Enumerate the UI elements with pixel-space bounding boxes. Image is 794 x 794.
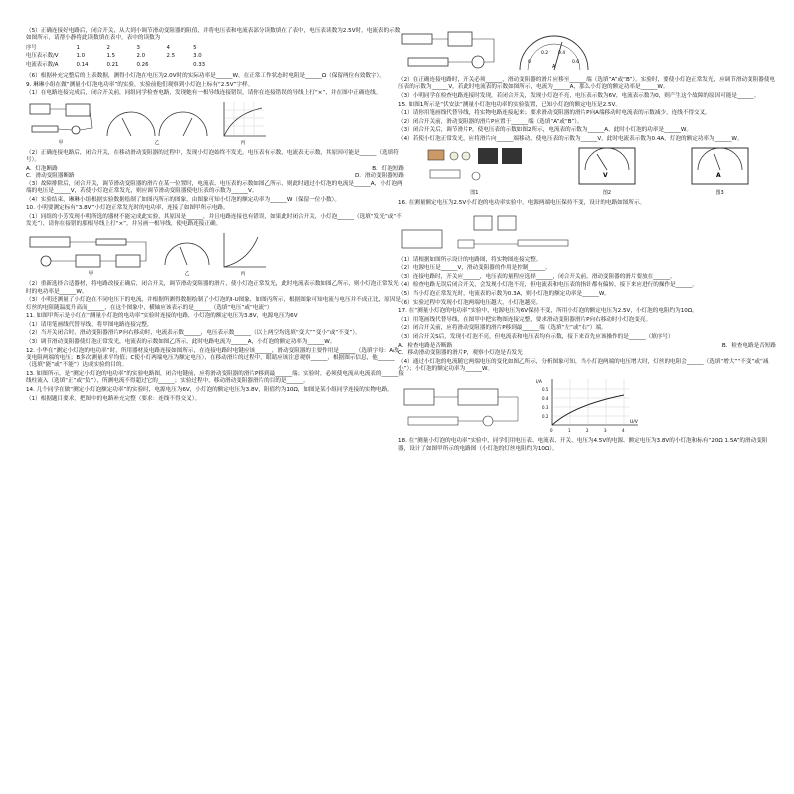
q12-stem: 12. 小华在“测定小灯泡的电功率”时，所用器材及电路连接如图所示，在连接电路时电键应该______，滑动变阻器的主要作用是______（选填字母：A改变电阻两端的电压；B多次测量求平均值；C使小灯两端电压为额定电压），在移动滑片的过程中，眼睛应该注意观察______，根据图示信息，他______（选填“能”或“不能”）达成实验的目的。	[26, 347, 399, 369]
table-cell: 序号	[26, 44, 37, 51]
apparatus-icon	[424, 146, 524, 186]
meter-letter: V	[602, 172, 608, 180]
q11-part2: （2）当开关闭合时，滑动变阻器滑片P向右移动时，电流表示数______，电压表示数______（以上两空均选填“变大”“变小”或“不变”）。	[26, 330, 361, 337]
meter-dial-icon	[102, 106, 212, 140]
q15-part2: （2）闭合开关前，滑动变阻器的滑片P应置于______端（选填“A”或“B”）。	[398, 118, 583, 125]
graph-tick: 2	[586, 428, 589, 434]
figure-caption: 图3	[715, 189, 724, 196]
dial-label: 0.2	[541, 51, 549, 56]
q17-figures	[398, 375, 776, 435]
q8-part5: （5）正确连接好电路后，闭合开关，从大到小调节滑动变阻器的阻值，并将电压表和电流表部分读数填在了表中，电压表读数为2.5V时，电流表的示数如图所示，请帮小静将此读数填在表中，表中的读数为	[26, 28, 401, 42]
meter-letter: A	[715, 172, 721, 180]
dial-label: 0.6	[572, 60, 580, 65]
figure-caption: 图1	[470, 189, 479, 196]
q9-figures	[26, 100, 404, 147]
q17-part1: （1）用笔画线代替导线，在图甲中把实物图连接完整，要求滑动变阻器滑片P向右移动时小灯泡变亮。	[398, 316, 652, 323]
table-cell: 0.14	[76, 61, 89, 68]
figure-caption: 甲	[88, 270, 94, 277]
graph-tick: 0.5	[542, 387, 549, 393]
q16-part4: （4）检查电路无误后闭合开关，会发现小灯泡不亮，但电流表和电压表的指针都有偏转，接下来应进行的操作是______。	[398, 282, 699, 289]
q9-options	[26, 173, 404, 180]
q15-figure-2	[577, 146, 637, 197]
ammeter-icon	[690, 146, 750, 186]
q10-part2: （2）重新选择合适器材，将电路改接正确后，闭合开关，调节滑动变阻器的滑片，使小灯泡正常发光，此时电流表示数如图乙所示，则小灯泡正常发光时的电功率是______W。	[26, 281, 399, 295]
option-d: D．滑动变阻器短路	[354, 173, 404, 180]
ammeter-dial-icon	[162, 237, 212, 271]
circuit-diagram-icon	[26, 231, 156, 271]
iu-graph-icon	[218, 231, 268, 271]
q10-part1: （1）同组的小芳发现小明所选的器材不能完成此实验，其原因是______，并且电路连接也有错误，如果此时闭合开关，小灯泡______（选填“发光”或“不发光”），请你在接错的那根导线上打“×”，并另画一根导线，使电路连接正确。	[26, 214, 402, 228]
q15-figure-3	[690, 146, 750, 197]
iu-graph-icon	[218, 100, 268, 140]
table-cell: 4	[166, 44, 170, 51]
table-cell: 3.0	[193, 53, 202, 60]
q13-stem: 13. 如图所示，是“测定小灯泡的电功率”的实验电路图，闭合电键前，应将滑动变阻器的滑片P移到最______端；实验时，必须使电流从电流表的______接线柱流入（选填“正”或“负”），所测电流不得超过它的______；实验过程中，移动滑动变阻器滑片的目的是______。	[26, 371, 404, 385]
q14-part1: （1）根据题目要求，把图中的电路补充完整（要求：连线不得交叉）。	[26, 395, 201, 402]
q16-part6: （6）实验过程中发现小灯泡两端电压越大，小灯泡越亮。	[398, 299, 542, 306]
q10-figures	[26, 231, 404, 278]
q16-figures	[398, 210, 776, 254]
q15-part1: （1）请你用笔画线代替导线，将实物电路连接起来；要求滑动变阻器的滑片P向A端移动时电流表的示数减少，连线不得交叉。	[398, 110, 711, 117]
table-cell: 1	[76, 44, 80, 51]
circuit-diagram-icon	[26, 100, 96, 140]
q10-part3: （3）小明还测量了小灯泡在不同电压下的电流，并根据所测得数据绘制了小灯泡的I-U图象，如图丙所示，根据图象可知电流与电压并不成正比，原因是灯丝的电阻随温度升高而______，在这个图象中，横轴应该表示的是______（选填“电压”或“电流”）	[26, 297, 401, 311]
q9-circuit-figure	[26, 100, 96, 147]
q17-part3: （3）闭合开关S后，发现小灯泡不亮，但电流表和电压表均有示数，接下来首先应该操作的是______（填序号）	[398, 333, 674, 340]
q16-part5: （5）当小灯泡正常发光时，电流表的示数为0.3A，则小灯泡的额定功率是______W。	[398, 290, 611, 297]
graph-y-label: I/A	[536, 380, 542, 386]
graph-tick: 1	[568, 428, 571, 434]
option-a: A．检查电路是否断路	[398, 342, 453, 349]
table-cell: 电压表示数/V	[26, 53, 59, 60]
figure-caption: 丙	[240, 139, 246, 146]
q16-stem: 16. 在测量额定电压为2.5V小灯泡的电功率实验中，电源两端电压保持不变，设计的电路如图所示。	[398, 200, 646, 207]
table-row	[26, 53, 223, 61]
graph-tick: 0	[550, 428, 553, 434]
q17-part4: （4）通过小灯泡的电流随它两端电压的变化如图乙所示，分析图象可知，当小灯泡两端的电压增大时，灯丝的电阻会______（选填“增大”“不变”或“减小”）；小灯泡的额定功率为______W。	[398, 358, 769, 372]
graph-tick: 3	[604, 428, 607, 434]
q15-part3: （3）闭合开关后，调节滑片P，使电压表的示数如图2所示，电流表的示数为______A，此时小灯泡的功率是______W。	[398, 127, 692, 134]
figure-caption: 乙	[154, 139, 160, 146]
q11-part1: （1）请用笔画线代替导线，将甲图电路连接完整。	[26, 321, 153, 328]
graph-tick: 0.4	[542, 396, 549, 402]
table-cell: 0.21	[106, 61, 119, 68]
table-cell: 1.5	[106, 53, 116, 60]
dial-label: 0	[528, 60, 531, 65]
q17-options	[398, 343, 776, 350]
option-b: B．检查电路是否短路	[721, 342, 776, 349]
q10-stem: 10. 小明要测定标有“3.8V”小灯泡正常发光时的电功率，连接了如图甲所示电路。	[26, 205, 229, 212]
left-column	[26, 28, 404, 404]
q9-part1: （1）在电路连接完成后，闭合开关前，同组同学检查电路，发现她有一根导线连接错误，请你在连接错误的导线上打“×”，并在图中正确连线。	[26, 90, 382, 97]
q16-part1: （1）请根据如图所示设计的电路图，将实物图连接完整。	[398, 256, 542, 263]
right-column	[398, 28, 776, 454]
q15-part4: （4）若使小灯泡正常发光，应将滑片向______端移动，使电压表的示数为______V，此时电流表示数为0.4A，灯泡的额定功率为______W。	[398, 135, 743, 142]
q9-meters-figure	[102, 106, 212, 147]
q14-stem: 14. 几个同学在做“测定小灯泡额定功率”的实验时，电源电压为6V，小灯泡的额定电压为3.8V，阻值约为10Ω，如图是某小组同学连接的实物电路。	[26, 387, 393, 394]
q14-part3: （3）小明同学在检查电路连接时发现，若闭合开关，发现小灯泡不亮，电压表示数为6V，电流表示数为0，则产生这个故障的原因可能是______。	[398, 93, 760, 99]
graph-tick: 0.3	[542, 405, 549, 411]
figure-caption: 丙	[240, 270, 246, 277]
graph-tick: 0.2	[542, 414, 549, 420]
q9-graph-figure	[218, 100, 268, 147]
circuit-diagram-icon	[398, 385, 528, 435]
q15-figure-1	[424, 146, 524, 197]
q17-part2: （2）闭合开关前，应将滑动变阻器的滑片P移到最______端（选填“左”或“右”）端。	[398, 325, 607, 332]
table-cell: 1.0	[76, 53, 86, 60]
q11-stem: 11. 如图甲所示是小红在“测量小灯泡的电功率”实验时连接的电路，小灯泡的额定电压为3.8V，电源电压为6V	[26, 313, 298, 320]
ammeter-dial-icon	[514, 30, 594, 74]
q17-stem: 17. 在“测量小灯泡的电功率”实验中，电源电压为6V保持不变，所用小灯泡的额定电压为2.5V，小灯泡的电阻约为10Ω。	[398, 308, 698, 315]
figure-caption: 甲	[58, 139, 64, 146]
q18-stem: 18. 在“测量小灯泡的电功率”实验中，同学们用电压表、电流表、开关、电压为4.5V的电源、额定电压为3.8V的小灯泡和标有“20Ω 1.5A”的滑动变阻器，设计了如图甲所示的电路图（小灯泡的灯丝电阻约为10Ω）。	[398, 438, 768, 452]
figure-caption: 图2	[602, 189, 612, 196]
table-cell: 0.26	[136, 61, 149, 68]
q15-stem: 15. 如图1所示是“伏安法”测量小灯泡电功率的实验装置，已知小灯泡的额定电压是2.5V。	[398, 101, 621, 108]
table-cell	[167, 62, 194, 70]
q9-part4: （4）实验结束，琳琳小组根据实验数据绘制了如图丙所示的图象，由图象可知小灯泡的额定功率为______W（保留一位小数）。	[26, 196, 340, 203]
q16-part3: （3）连接电路时，开关应______，电压表的量程应选择______，闭合开关前，滑动变阻器的滑片要放在______。	[398, 273, 676, 280]
q9-options	[26, 166, 404, 173]
table-cell: 2	[106, 44, 110, 51]
table-cell: 电流表示数/A	[26, 61, 59, 68]
table-row	[26, 45, 223, 53]
q9-part3: （3）故障排除后，闭合开关，调节滑动变阻器的滑片在某一位置时，电流表、电压表的示数如图乙所示，则此时通过小灯泡的电流是______A，小灯泡两端的电压是______V，若使小灯泡正常发光，则应调节滑动变阻器使电压表的示数为______V。	[26, 180, 403, 195]
figure-caption: 乙	[184, 270, 190, 277]
option-a: A．灯泡断路	[26, 166, 58, 173]
q9-part2: （2）正确连接电路后，闭合开关，在移动滑动变阻器的过程中，发现小灯泡始终不发光，电压表有示数，电流表无示数，其原因可能是______（选填符号）。	[26, 150, 399, 164]
q11-part3: （3）调节滑动变阻器使灯泡正常发光，电流表的示数如图乙所示，此时电路电流为______A，小灯泡的额定功率为______W。	[26, 339, 336, 346]
q8-part6: （6）根据补充完整后的上表数据，测得小灯泡在电压为2.0V时的实际功率是______W，在正常工作状态时电阻是______Ω（保留两位有效数字）。	[26, 73, 385, 80]
q10-ammeter-figure	[162, 237, 212, 278]
table-cell: 2.5	[166, 53, 176, 60]
table-cell: 2.0	[136, 53, 146, 60]
table-cell: 3	[136, 44, 140, 51]
table-cell: 5	[193, 44, 197, 51]
voltmeter-icon	[577, 146, 637, 186]
q9-stem: 9. 琳琳小组在做“测量小灯泡电功率”的实验，实验前他们观察到小灯泡上标有“2.5V”字样。	[26, 81, 254, 88]
option-c: C．滑动变阻器断路	[26, 173, 75, 180]
table-row	[26, 62, 223, 70]
q14-figures	[398, 30, 776, 74]
dial-label: 0.4	[558, 51, 566, 56]
q10-graph-figure	[218, 231, 268, 278]
option-b: B．灯泡短路	[372, 166, 404, 173]
circuit-diagram-icon	[398, 30, 508, 74]
dial-label: A	[552, 64, 556, 70]
q15-figures	[398, 146, 776, 197]
q14-part2: （2）在正确连接电路时，开关必须______，滑动变阻器的滑片应移至______端（选填“A”或“B”）。实验时，要使小灯泡正常发光，应调节滑动变阻器使电压表的示数为______V，若此时电流表的示数如图所示，电流为______A，那么小灯泡的额定功率是______W。	[398, 77, 776, 91]
graph-tick: 4	[622, 428, 625, 434]
iu-graph	[534, 375, 644, 435]
table-cell: 0.33	[193, 61, 206, 68]
q8-data-table	[26, 45, 223, 70]
option-c: C．移动滑动变阻器的滑片P，观察小灯泡是否发光	[398, 349, 523, 356]
q10-circuit-figure	[26, 231, 156, 278]
circuit-diagram-icon	[398, 210, 578, 254]
graph-x-label: U/V	[630, 420, 638, 426]
q16-part2: （2）电源电压是______V，滑动变阻器的作用是控制______。	[398, 265, 551, 272]
